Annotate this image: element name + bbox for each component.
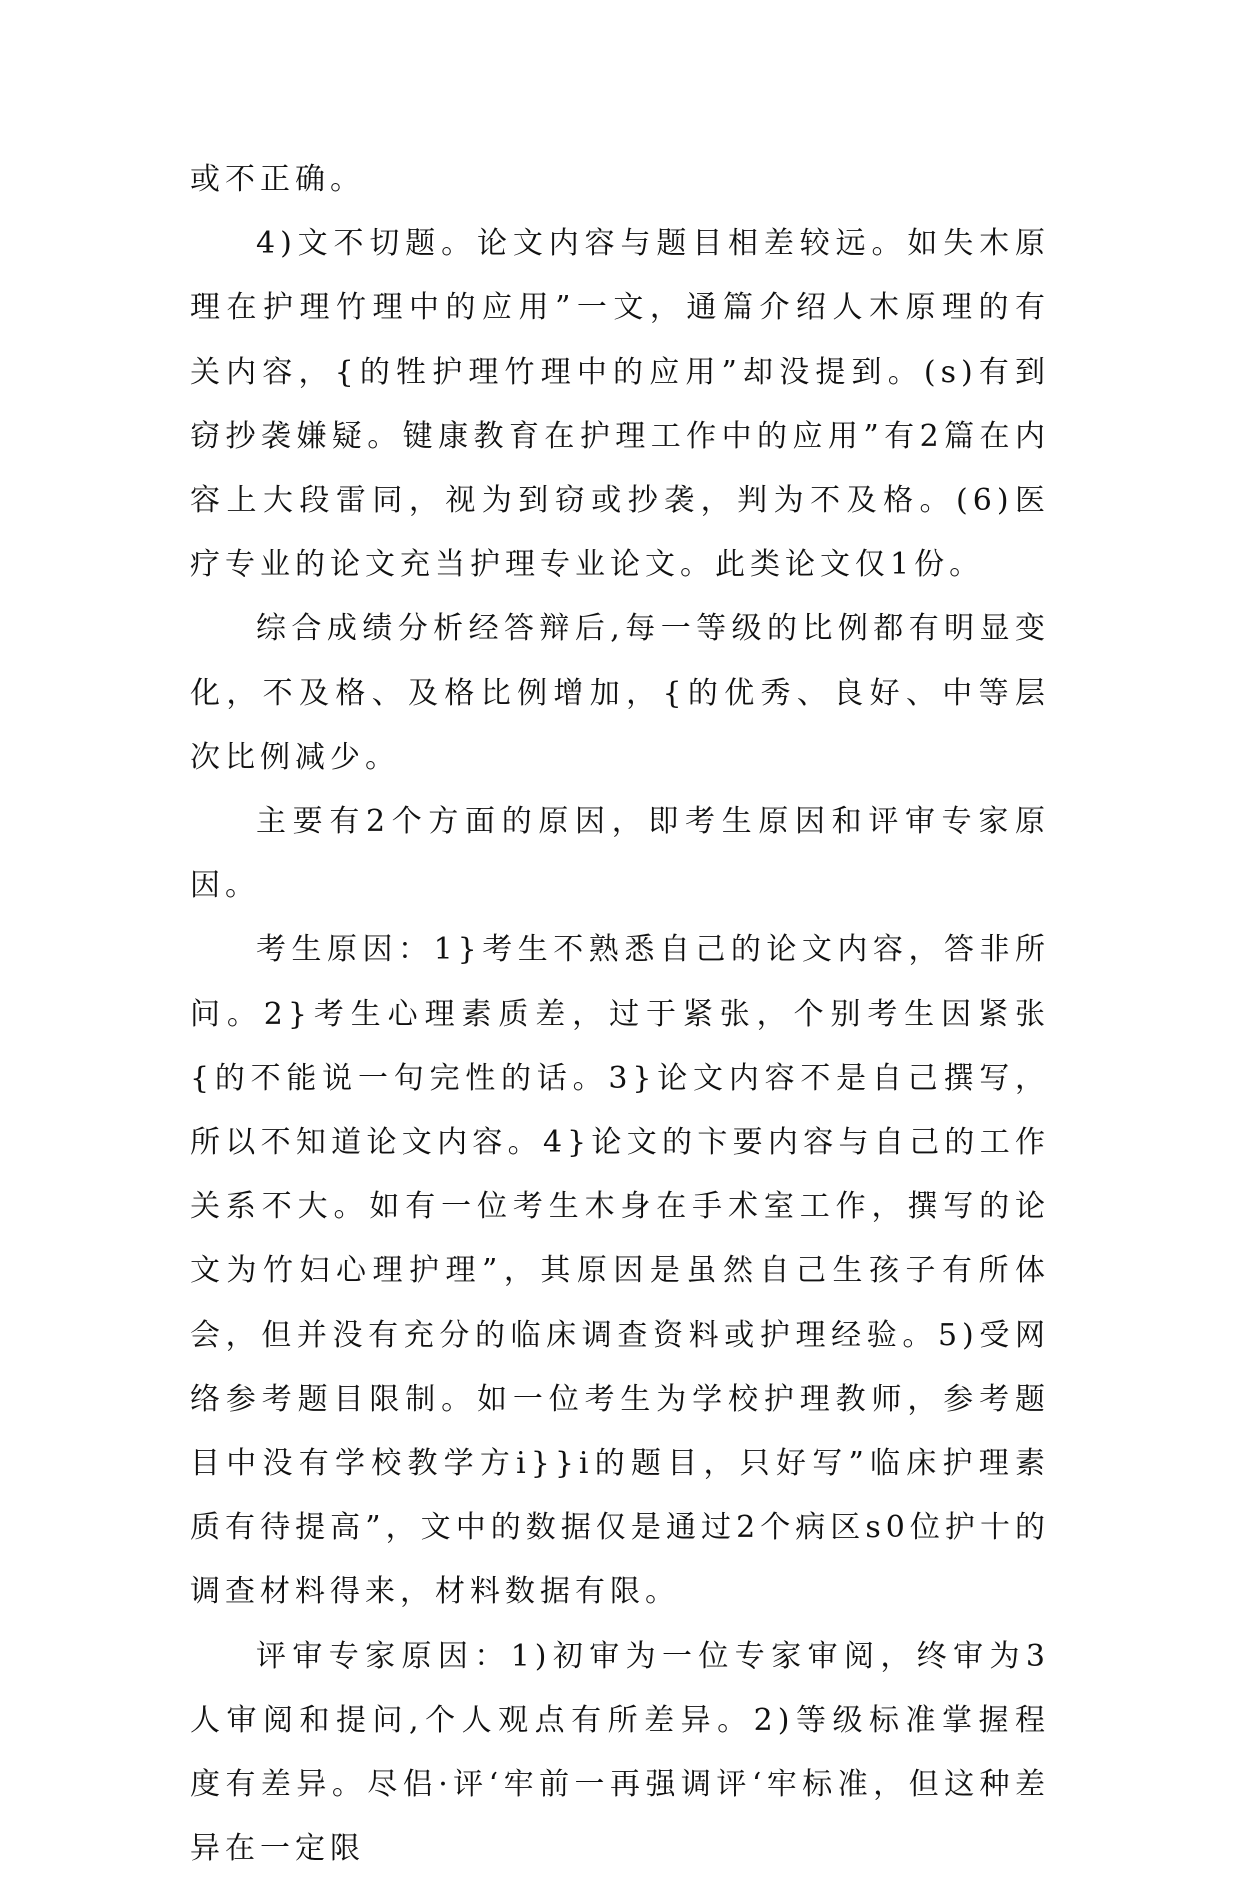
document-body bbox=[190, 148, 1050, 1881]
paragraph-score-analysis: 综合成绩分析经答辩后,每一等级的比例都有明显变化，不及格、及格比例增加，{的优秀、良好、中等层次比例减少。 bbox=[190, 611, 1050, 775]
paragraph-expert-reasons: 评审专家原因：1)初审为一位专家审阅，终审为3人审阅和提问,个人观点有所差异。2)等级标准掌握程度有差异。尽侣·评‘牢前一再强调评‘牢标准，但这种差异在一定限 bbox=[190, 1638, 1050, 1867]
paragraph-main-reasons: 主要有2个方面的原因，即考生原因和评审专家原因。 bbox=[190, 804, 1050, 904]
paragraph-item-4: 4)文不切题。论文内容与题目相差较远。如失木原理在护理竹理中的应用”一文，通篇介绍人木原理的有关内容，{的牲护理竹理中的应用”却没提到。(s)有到窃抄袭嫌疑。键康教育在护理工作中的应用”有2篇在内容上大段雷同，视为到窃或抄袭，判为不及格。(6)医疗专业的论文充当护理专业论文。此类论文仅1份。 bbox=[190, 226, 1050, 583]
paragraph-examinee-reasons: 考生原因：1}考生不熟悉自己的论文内容，答非所问。2}考生心理素质差，过于紧张，个别考生因紧张{的不能说一句完性的话。3}论文内容不是自己撰写，所以不知道论文内容。4}论文的卞要内容与自己的工作关系不大。如有一位考生木身在手术室工作，撰写的论文为竹妇心理护理”，其原因是虽然自己生孩子有所体会，但并没有充分的临床调查资料或护理经验。5)受网络参考题目限制。如一位考生为学校护理教师，参考题目中没有学校教学方i}}i的题目，只好写”临床护理素质有待提高”，文中的数据仅是通过2个病区s0位护十的调查材料得来，材料数据有限。 bbox=[190, 932, 1050, 1610]
paragraph-continuation: 或不正确。 bbox=[190, 162, 365, 197]
